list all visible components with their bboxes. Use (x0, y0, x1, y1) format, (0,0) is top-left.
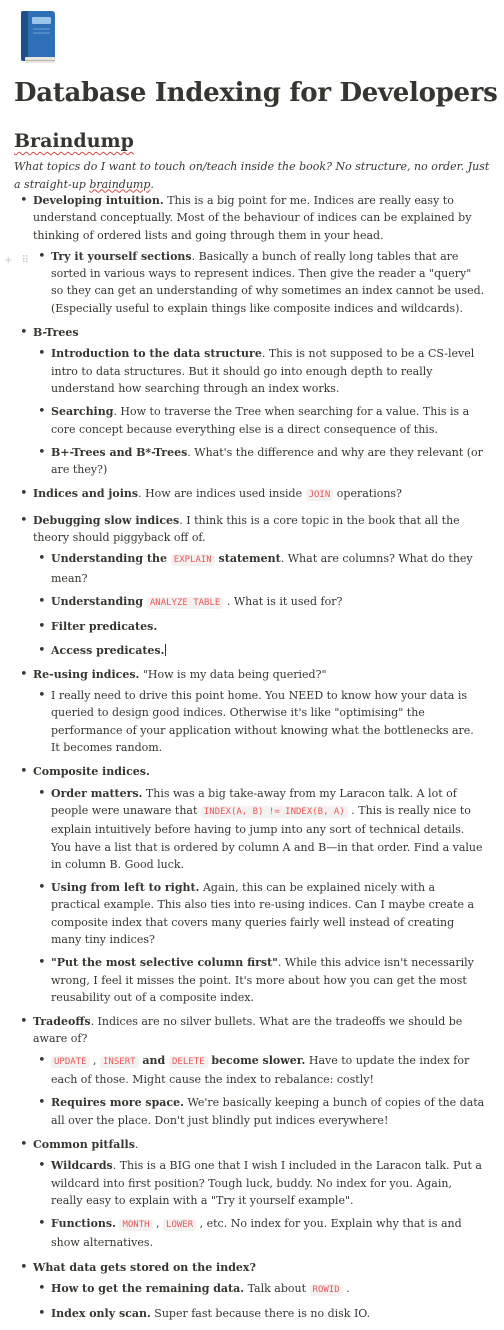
inline-code: UPDATE (51, 1056, 90, 1068)
inline-code: EXPLAIN (171, 554, 215, 566)
list-item[interactable] (0, 1136, 504, 1252)
list-item[interactable] (0, 324, 504, 478)
bullet-icon: • (20, 193, 28, 208)
inline-code: LOWER (163, 1219, 196, 1231)
item-text: . This is a BIG one that I wish I included in the Laracon talk. Put a wildcard into first position? Tough luck, buddy. No index for you. Again, really easy to explain with a "Try it yourself example". (51, 1159, 482, 1207)
item-title: B-Trees (33, 326, 79, 340)
item-text: . What's the difference and why are they relevant (or are they?) (51, 445, 483, 477)
item-title: Requires more space. (51, 1096, 184, 1110)
item-text: Super fast because there is no disk IO. (150, 1307, 371, 1321)
item-text: I really need to drive this point home. You NEED to know how your data is queried to design good indices. Otherwise it's like "optimising" the performance of your application without knowing what the bottlenecks are. It becomes random. (51, 689, 474, 755)
item-title: Understanding (51, 594, 147, 608)
item-title: How to get the remaining data. (51, 1282, 245, 1296)
sub-list-item[interactable] (33, 642, 486, 659)
item-title: Filter predicates. (51, 620, 158, 634)
item-title: Indices and joins (33, 487, 139, 501)
bullet-icon: • (38, 1306, 46, 1322)
item-text: . While this advice isn't necessarily wrong, I feel it misses the point. It's more about how you can get the most reusability out of a composite index. (51, 956, 474, 1004)
item-title: Access predicates. (51, 643, 165, 657)
sub-list-item[interactable] (33, 618, 486, 635)
block-drag-handle-icon[interactable]: + ⠿ (4, 255, 32, 266)
item-title: B+-Trees and B*-Trees (51, 445, 188, 459)
sub-list-item[interactable] (33, 1094, 486, 1129)
section-heading: Braindump (14, 130, 134, 152)
item-title-after: statement (214, 552, 281, 566)
item-text-after: , etc. No index for you. Explain why that is and show alternatives. (51, 1217, 462, 1250)
sub-list-item[interactable] (33, 687, 486, 756)
item-title: Composite indices. (33, 765, 150, 779)
inline-code: DELETE (169, 1056, 208, 1068)
bullet-icon: • (20, 1136, 28, 1152)
sub-list-item[interactable] (33, 1305, 486, 1322)
bullet-icon: • (38, 593, 46, 609)
bullet-list (0, 192, 504, 1330)
inline-code: JOIN (306, 489, 334, 501)
list-item[interactable] (0, 485, 504, 504)
bullet-icon: • (20, 1014, 28, 1030)
item-text: . I think this is a core topic in the book that all the theory should piggyback off of. (33, 513, 460, 545)
item-text: . How to traverse the Tree when searching for a value. This is a core concept because everything else is a direct consequence of this. (51, 405, 470, 436)
intro-text: What topics do I want to touch on/teach inside the book? No structure, no order. Just a straight-up (14, 160, 490, 191)
item-title: Searching (51, 405, 114, 419)
bullet-icon: • (38, 346, 46, 362)
inline-code: ANALYZE TABLE (147, 597, 223, 609)
bullet-icon: • (38, 248, 46, 264)
sub-list-item[interactable] (33, 1052, 486, 1089)
item-title: Try it yourself sections (51, 249, 192, 263)
item-text-after: operations? (333, 487, 402, 501)
bullet-icon: • (38, 1095, 46, 1111)
bullet-icon: • (38, 785, 46, 801)
bullet-icon: • (38, 955, 46, 971)
blue-book-icon[interactable] (17, 8, 59, 66)
sub-list-item[interactable] (33, 403, 486, 438)
list-item[interactable] (0, 763, 504, 1006)
item-text: . (134, 1137, 139, 1151)
item-title: Re-using indices. (33, 667, 140, 681)
bullet-icon: • (38, 1158, 46, 1174)
item-title: Order matters. (51, 786, 143, 800)
separator: , (152, 1217, 164, 1231)
item-text-after: . This is really nice to explain intuitively before having to jump into any sort of technical details. You have a list that is ordered by column A and B—in that order. Find a value in column B. Good luck. (51, 803, 483, 871)
bullet-icon: • (38, 1281, 46, 1297)
bullet-icon: • (38, 551, 46, 567)
list-item[interactable] (0, 1259, 504, 1323)
sub-list-item[interactable] (33, 954, 486, 1006)
page-title: Database Indexing for Developers (14, 78, 498, 108)
sub-list-item[interactable] (33, 1215, 486, 1252)
sub-list-item[interactable] (33, 879, 486, 948)
item-text: . This is not supposed to be a CS-level intro to data structures. But it should go into enough depth to really understand how searching through an index works. (51, 347, 475, 395)
item-text: . How are indices used inside (138, 487, 306, 501)
bullet-icon: • (20, 325, 28, 341)
sub-list-item[interactable] (33, 444, 486, 479)
sub-list-item[interactable] (33, 785, 486, 873)
inline-code: ROWID (310, 1284, 343, 1296)
bullet-icon: • (20, 666, 28, 682)
item-text: This was a big take-away from my Laracon talk. A lot of people were unaware that (51, 786, 457, 817)
bullet-icon: • (20, 486, 28, 502)
sub-list-item[interactable] (33, 1157, 486, 1209)
sub-list-item[interactable] (33, 593, 486, 612)
sub-list-item[interactable] (33, 248, 486, 317)
item-text-after: . (342, 1282, 350, 1296)
text-cursor (165, 644, 166, 656)
item-title: Functions. (51, 1217, 116, 1231)
intro-misspelled-word: braindump (89, 177, 151, 191)
intro-paragraph[interactable] (14, 158, 492, 193)
item-title: Common pitfalls (33, 1137, 135, 1151)
bullet-icon: • (20, 1259, 28, 1275)
list-item[interactable] (0, 512, 504, 659)
sub-list-item[interactable] (33, 345, 486, 397)
item-title: Understanding the (51, 552, 171, 566)
item-title: Developing intuition. (33, 194, 164, 207)
item-title: Introduction to the data structure (51, 347, 262, 361)
bullet-icon: • (38, 1216, 46, 1232)
inline-code: INSERT (100, 1056, 139, 1068)
sub-list-item[interactable] (33, 550, 486, 587)
list-item[interactable] (0, 1013, 504, 1129)
item-title-after: become slower. (207, 1053, 306, 1067)
separator: , (89, 1053, 101, 1067)
list-item[interactable] (0, 666, 504, 756)
item-text: . Basically a bunch of really long tables that are sorted in various ways to represent indices. Then give the reader a "query" so they can get an understanding of why sometimes an index cannot be used. (Especially useful to explain things like composite indices and wildcards). (51, 249, 485, 315)
sub-list-item[interactable] (33, 1280, 486, 1299)
intro-period: . (150, 177, 154, 191)
item-text: We're basically keeping a bunch of copies of the data all over the place. Don't just blindly put indices everywhere! (51, 1096, 485, 1127)
bullet-icon: • (38, 688, 46, 704)
item-title: Tradeoffs (33, 1015, 91, 1029)
bullet-icon: • (38, 880, 46, 896)
bullet-icon: • (38, 404, 46, 420)
item-title: "Put the most selective column first" (51, 956, 278, 970)
bullet-icon: • (38, 444, 46, 460)
item-title: Using from left to right. (51, 881, 200, 895)
item-title: Index only scan. (51, 1307, 151, 1321)
bullet-icon: • (38, 619, 46, 635)
bullet-icon: • (20, 764, 28, 780)
item-text: Talk about (244, 1282, 310, 1296)
item-title: Wildcards (51, 1159, 113, 1173)
item-text: . Indices are no silver bullets. What are the tradeoffs we should be aware of? (33, 1015, 463, 1046)
bullet-icon: • (38, 642, 46, 658)
item-title: What data gets stored on the index? (33, 1260, 256, 1274)
inline-code: INDEX(A, B) != INDEX(B, A) (201, 806, 348, 818)
bullet-icon: • (20, 512, 28, 528)
item-text: "How is my data being queried?" (139, 667, 327, 681)
item-text: . What are columns? What do they mean? (51, 552, 473, 585)
bullet-icon: • (38, 1052, 46, 1068)
item-text: . What is it used for? (223, 594, 343, 608)
inline-code: MONTH (119, 1219, 152, 1231)
item-text: Again, this can be explained nicely with a practical example. This also ties into re-using indices. Can I maybe create a composite index that covers many queries fairly well instead of creating many tiny indices? (51, 881, 475, 946)
list-item[interactable] (0, 192, 504, 317)
item-title: Debugging slow indices (33, 513, 180, 527)
item-title: and (138, 1053, 170, 1067)
item-text: This is a big point for me. Indices are really easy to understand conceptually. Most of the behaviour of indices can be explained by thinking of ordered lists and going through them in your head. (33, 194, 472, 242)
item-text: Have to update the index for each of those. Might cause the index to rebalance: costly! (51, 1053, 470, 1087)
